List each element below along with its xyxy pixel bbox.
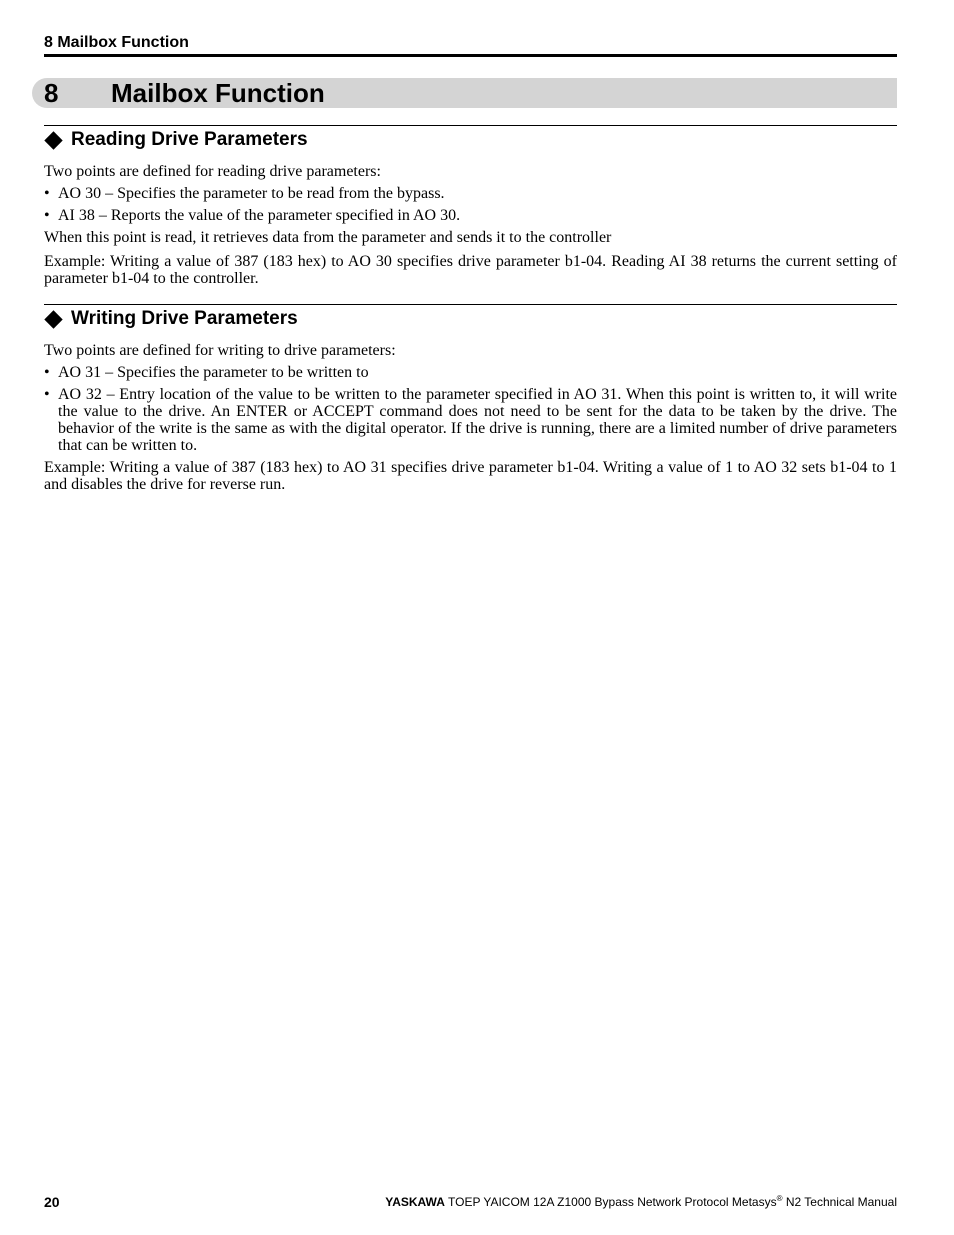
list-item-text: AO 31 – Specifies the parameter to be written to: [58, 364, 369, 381]
footer-manual-title: [385, 1194, 897, 1209]
section-heading-reading: [44, 129, 308, 151]
body-paragraph: When this point is read, it retrieves data from the parameter and sends it to the controller: [44, 229, 612, 246]
list-item: [44, 207, 897, 224]
section-rule: [44, 125, 897, 126]
list-item: [44, 185, 897, 202]
chapter-title: Mailbox Function: [111, 78, 325, 108]
footer-title-pre: TOEP YAICOM 12A Z1000 Bypass Network Protocol Metasys: [444, 1195, 777, 1209]
bullet-icon: •: [44, 185, 50, 202]
intro-text: Two points are defined for writing to drive parameters:: [44, 342, 396, 359]
registered-mark: ®: [776, 1194, 783, 1203]
running-header: 8 Mailbox Function: [44, 34, 189, 51]
bullet-icon: •: [44, 207, 50, 224]
footer-brand: YASKAWA: [385, 1195, 445, 1209]
chapter-heading: [32, 78, 897, 108]
section-body-writing: [44, 342, 897, 498]
diamond-bullet-icon: [44, 131, 62, 149]
list-item-text: AO 32 – Entry location of the value to be written to the parameter specified in AO 31. When this point is written to, it will write the value to the drive. An ENTER or ACCEPT command does not need to be sent for the data to be taken by the drive. The behavior of the write is the same as with the digital operator. If the drive is running, there are a limited number of drive parameters that can be written to.: [58, 386, 897, 454]
list-item: [44, 364, 897, 381]
section-heading-writing: [44, 308, 298, 330]
diamond-bullet-icon: [44, 310, 62, 328]
footer-title-post: N2 Technical Manual: [782, 1195, 897, 1209]
example-paragraph: Example: Writing a value of 387 (183 hex) to AO 31 specifies drive parameter b1-04. Writing a value of 1 to AO 32 sets b1-04 to 1 and disables the drive for reverse run.: [44, 459, 897, 493]
header-rule: [44, 54, 897, 57]
section-rule: [44, 304, 897, 305]
intro-text: Two points are defined for reading drive parameters:: [44, 163, 381, 180]
example-paragraph: Example: Writing a value of 387 (183 hex) to AO 30 specifies drive parameter b1-04. Reading AI 38 returns the current setting of parameter b1-04 to the controller.: [44, 253, 897, 287]
section-body-reading: [44, 163, 897, 292]
page-number: 20: [44, 1194, 60, 1210]
list-item-text: AI 38 – Reports the value of the parameter specified in AO 30.: [58, 207, 461, 224]
bullet-icon: •: [44, 364, 50, 381]
section-title: Reading Drive Parameters: [71, 129, 308, 150]
chapter-number: 8: [44, 78, 59, 108]
section-title: Writing Drive Parameters: [71, 308, 298, 329]
bullet-icon: •: [44, 386, 50, 403]
list-item: [44, 386, 897, 454]
list-item-text: AO 30 – Specifies the parameter to be read from the bypass.: [58, 185, 445, 202]
